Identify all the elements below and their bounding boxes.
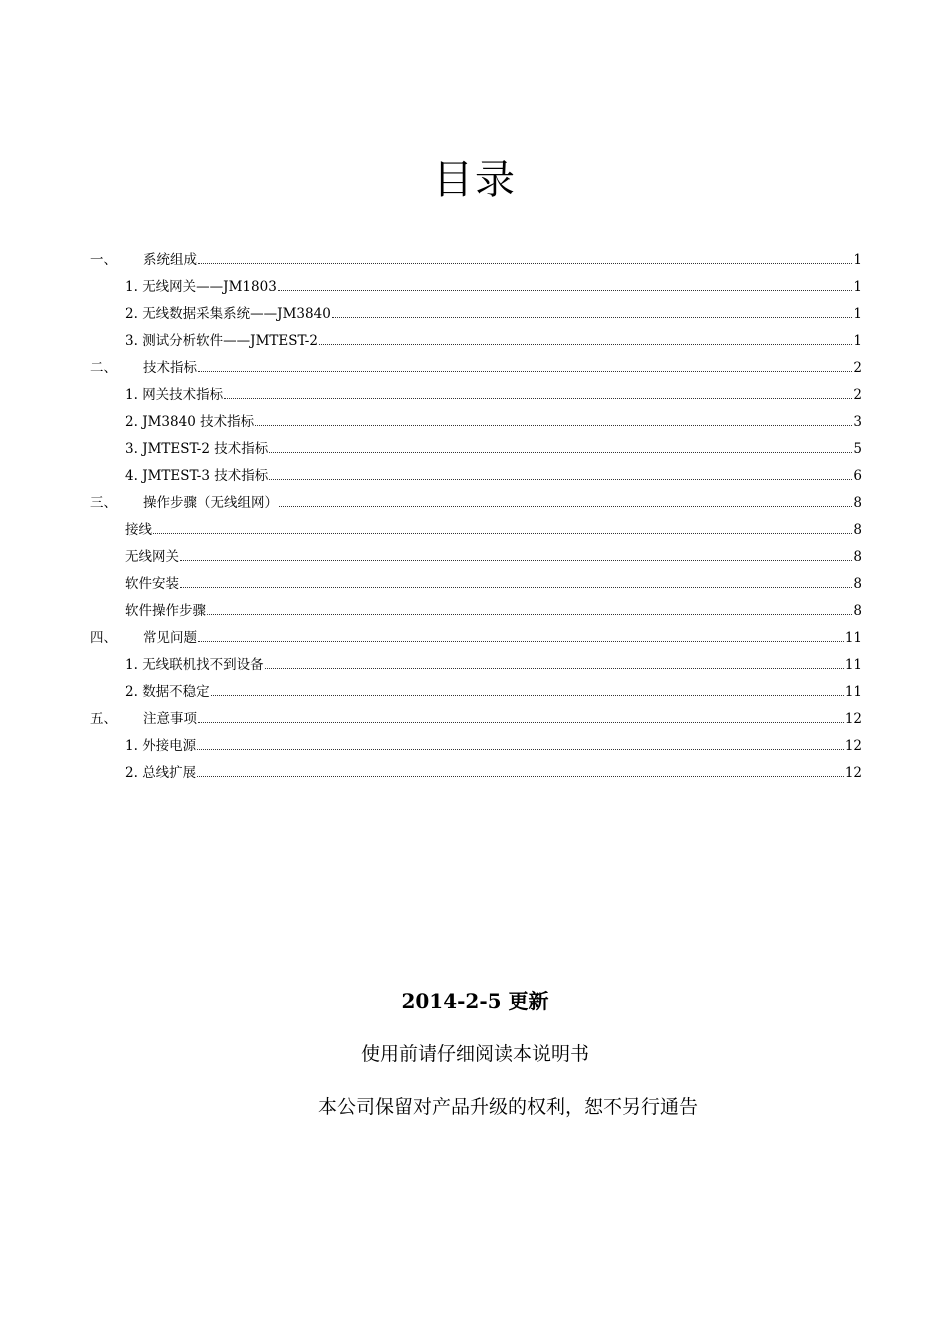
toc-entry-subsection[interactable] [90, 439, 862, 466]
toc-entry-label: 无线网关 [125, 549, 179, 565]
toc-entry-label: 系统组成 [143, 252, 197, 268]
toc-page-number: 5 [853, 441, 862, 457]
toc-entry-subsection[interactable] [90, 655, 862, 682]
toc-entry-number: 1. [125, 657, 138, 673]
toc-dot-leader [198, 640, 844, 642]
toc-dot-leader [198, 721, 844, 723]
toc-page-number: 1 [853, 252, 862, 268]
toc-entry-label: 测试分析软件——JMTEST-2 [142, 333, 318, 349]
toc-entry-number: 3. [125, 441, 138, 457]
toc-dot-leader [255, 424, 852, 426]
toc-dot-leader [269, 451, 852, 453]
toc-page-number: 8 [853, 576, 862, 592]
toc-dot-leader [265, 667, 844, 669]
toc-dot-leader [278, 289, 853, 291]
toc-page-number: 12 [844, 738, 862, 754]
toc-entry-number: 二、 [90, 360, 117, 376]
toc-dot-leader [197, 748, 844, 750]
read-manual-notice: 使用前请仔细阅读本说明书 [360, 1043, 589, 1065]
toc-dot-leader [198, 262, 852, 264]
toc-entry-label: 软件操作步骤 [125, 603, 206, 619]
toc-entry-label: 软件安装 [125, 576, 179, 592]
toc-dot-leader [207, 613, 852, 615]
toc-page-number: 11 [844, 657, 862, 673]
toc-entry-subsection[interactable] [90, 466, 862, 493]
toc-entry-subsection[interactable] [90, 331, 862, 358]
toc-entry-label: 技术指标 [143, 360, 197, 376]
toc-dot-leader [197, 775, 844, 777]
toc-page-number: 6 [853, 468, 862, 484]
toc-dot-leader [279, 505, 852, 507]
toc-entry-number: 4. [125, 468, 138, 484]
toc-entry-label: 外接电源 [142, 738, 197, 754]
toc-entry-subsection[interactable] [90, 412, 862, 439]
toc-entry-number: 3. [125, 333, 138, 349]
toc-dot-leader [180, 559, 852, 561]
toc-page-number: 1 [853, 306, 862, 322]
toc-dot-leader [211, 694, 844, 696]
toc-entry-subsection[interactable] [90, 763, 862, 790]
toc-entry-subsection[interactable] [90, 304, 862, 331]
toc-page-number: 11 [844, 630, 862, 646]
toc-entry-subsection[interactable] [90, 682, 862, 709]
toc-entry-label: 操作步骤（无线组网） [143, 495, 278, 511]
toc-entry-subsection[interactable] [90, 520, 862, 547]
toc-entry-subsection[interactable] [90, 574, 862, 601]
toc-dot-leader [198, 370, 852, 372]
toc-entry-section[interactable] [90, 358, 862, 385]
toc-entry-number: 1. [125, 387, 138, 403]
toc-entry-label: JM3840 技术指标 [142, 414, 255, 430]
page-title: 目录 [433, 157, 517, 203]
toc-entry-subsection[interactable] [90, 277, 862, 304]
toc-entry-section[interactable] [90, 250, 862, 277]
toc-page-number: 8 [853, 603, 862, 619]
toc-page-number: 3 [853, 414, 862, 430]
toc-page-number: 12 [844, 765, 862, 781]
toc-entry-label: 接线 [125, 522, 152, 538]
toc-dot-leader [269, 478, 852, 480]
toc-entry-subsection[interactable] [90, 736, 862, 763]
toc-dot-leader [224, 397, 852, 399]
toc-entry-label: JMTEST-3 技术指标 [142, 468, 269, 484]
toc-entry-section[interactable] [90, 628, 862, 655]
toc-entry-number: 三、 [90, 495, 117, 511]
toc-entry-label: 总线扩展 [142, 765, 197, 781]
toc-entry-label: 网关技术指标 [142, 387, 224, 403]
toc-entry-number: 1. [125, 738, 138, 754]
toc-entry-number: 一、 [90, 252, 117, 268]
toc-entry-number: 2. [125, 765, 138, 781]
toc-page-number: 8 [853, 522, 862, 538]
toc-entry-label: 注意事项 [143, 711, 197, 727]
toc-page-number: 1 [853, 333, 862, 349]
toc-entry-section[interactable] [90, 493, 862, 520]
table-of-contents [90, 250, 862, 790]
toc-dot-leader [153, 532, 852, 534]
toc-dot-leader [319, 343, 852, 345]
toc-dot-leader [180, 586, 852, 588]
toc-entry-subsection[interactable] [90, 385, 862, 412]
toc-page-number: 1 [853, 279, 862, 295]
toc-entry-number: 2. [125, 684, 138, 700]
toc-entry-label: 无线网关——JM1803 [142, 279, 277, 295]
toc-page-number: 8 [853, 549, 862, 565]
toc-entry-number: 五、 [90, 711, 117, 727]
toc-page-number: 8 [853, 495, 862, 511]
toc-entry-number: 2. [125, 414, 138, 430]
toc-entry-label: JMTEST-2 技术指标 [142, 441, 269, 457]
toc-entry-subsection[interactable] [90, 601, 862, 628]
toc-entry-section[interactable] [90, 709, 862, 736]
toc-entry-number: 1. [125, 279, 138, 295]
toc-entry-label: 常见问题 [143, 630, 197, 646]
toc-entry-label: 无线数据采集系统——JM3840 [142, 306, 331, 322]
toc-entry-number: 四、 [90, 630, 117, 646]
toc-page-number: 2 [853, 360, 862, 376]
toc-page-number: 12 [844, 711, 862, 727]
toc-entry-label: 数据不稳定 [142, 684, 210, 700]
update-date: 2014-2-5 更新 [401, 989, 549, 1013]
toc-entry-label: 无线联机找不到设备 [142, 657, 264, 673]
toc-dot-leader [332, 316, 853, 318]
toc-entry-number: 2. [125, 306, 138, 322]
toc-page-number: 2 [853, 387, 862, 403]
toc-entry-subsection[interactable] [90, 547, 862, 574]
toc-page-number: 11 [844, 684, 862, 700]
rights-notice: 本公司保留对产品升级的权利，恕不另行通告 [317, 1096, 698, 1118]
